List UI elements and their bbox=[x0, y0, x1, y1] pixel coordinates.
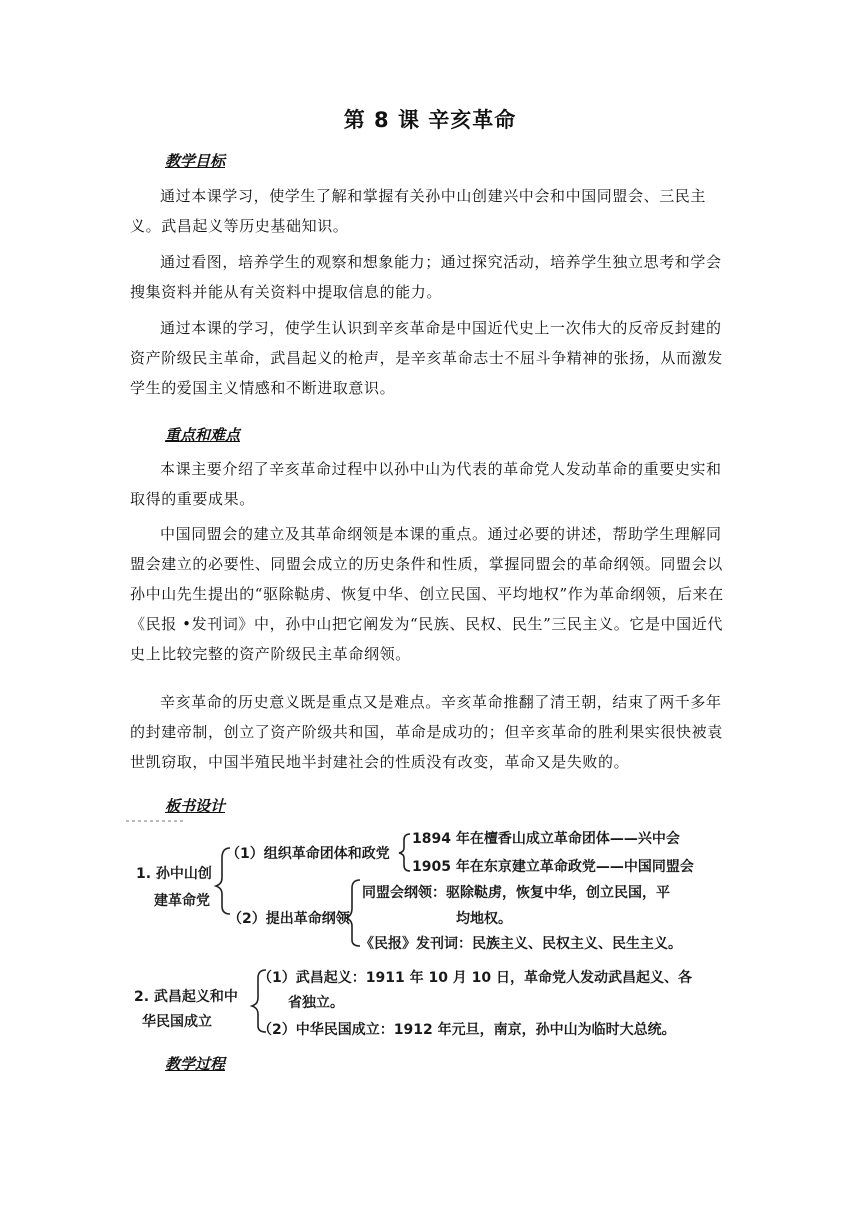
board-item1-sub2: （2）提出革命纲领 bbox=[228, 911, 350, 927]
board-item1-label: 1. 孙中山创 bbox=[136, 866, 212, 882]
paragraph: 中国同盟会的建立及其革命纲领是本课的重点。通过必要的讲述，帮助学生理解同盟会建立的必要性、同盟会成立的历史条件和性质，掌握同盟会的革命纲领。同盟会以孙中山先生提出的“驱除鞑虏、恢复中华、创立民国、平均地权”作为革命纲领，后来在《民报 •发刊词》中，孙中山把它阐发为“民族、民权、民生”三民主义。它是中国近代史上比较完整的资产阶级民主革命纲领。 bbox=[130, 525, 724, 663]
board-item2-label: 华民国成立 bbox=[142, 1014, 212, 1030]
board-item2-sub2: （2）中华民国成立：1912 年元旦，南京，孙中山为临时大总统。 bbox=[258, 1022, 676, 1038]
board-item1-sub2-a: 同盟会纲领：驱除鞑虏，恢复中华，创立民国，平 bbox=[362, 885, 670, 901]
paragraph: 本课主要介绍了辛亥革命过程中以孙中山为代表的革命党人发动革命的重要史实和取得的重要成果。 bbox=[130, 460, 722, 508]
board-item2-sub1: （1）武昌起义：1911 年 10 月 10 日，革命党人发动武昌起义、各 bbox=[258, 970, 693, 986]
board-item1-sub1-b: 1905 年在东京建立革命政党——中国同盟会 bbox=[412, 859, 694, 875]
board-item1-sub2-b: 《民报》发刊词：民族主义、民权主义、民生主义。 bbox=[360, 936, 682, 952]
page-title: 第 8 课 辛亥革命 bbox=[343, 108, 517, 132]
board-item1-sub2-a: 均地权。 bbox=[456, 911, 512, 927]
board-item1-label: 建革命党 bbox=[154, 893, 210, 909]
board-item1-sub1-a: 1894 年在檀香山成立革命团体——兴中会 bbox=[412, 831, 680, 847]
board-item2-sub1: 省独立。 bbox=[288, 995, 344, 1011]
board-diagram bbox=[124, 818, 724, 1052]
section-heading-process: 教学过程 bbox=[165, 1055, 226, 1073]
paragraph: 辛亥革命的历史意义既是重点又是难点。辛亥革命推翻了清王朝，结束了两千多年的封建帝制，创立了资产阶级共和国，革命是成功的；但辛亥革命的胜利果实很快被袁世凯窃取，中国半殖民地半封建社会的性质没有改变，革命又是失败的。 bbox=[130, 693, 723, 771]
section-heading-key-points: 重点和难点 bbox=[165, 426, 241, 444]
paragraph: 通过本课的学习，使学生认识到辛亥革命是中国近代史上一次伟大的反帝反封建的资产阶级民主革命，武昌起义的枪声，是辛亥革命志士不屈斗争精神的张扬，从而激发学生的爱国主义情感和不断进取意识。 bbox=[130, 319, 723, 397]
paragraph: 通过看图，培养学生的观察和想象能力；通过探究活动，培养学生独立思考和学会搜集资料并能从有关资料中提取信息的能力。 bbox=[130, 253, 722, 301]
section-heading-board: 板书设计 bbox=[165, 797, 226, 815]
paragraph: 通过本课学习，使学生了解和掌握有关孙中山创建兴中会和中国同盟会、三民主义。武昌起义等历史基础知识。 bbox=[130, 187, 707, 235]
section-heading-goals: 教学目标 bbox=[165, 152, 226, 170]
board-item1-sub1: （1）组织革命团体和政党 bbox=[226, 846, 390, 862]
board-item2-label: 2. 武昌起义和中 bbox=[134, 989, 238, 1005]
